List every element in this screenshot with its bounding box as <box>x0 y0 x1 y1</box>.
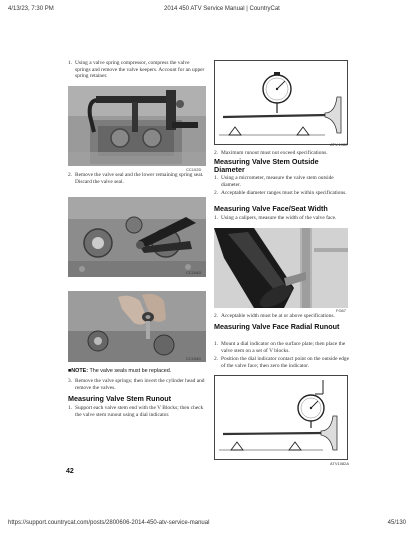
photo-caption: CC104D <box>186 270 202 275</box>
seat-step-1 <box>214 215 350 223</box>
step-text: Using a valve spring compressor, compress the valve springs and remove the valve keepers. Account for an upper spring retainer. <box>75 60 205 80</box>
print-datetime: 4/13/23, 7:30 PM <box>8 6 54 12</box>
step-1 <box>68 60 206 82</box>
seat-step-2 <box>214 313 350 321</box>
valve-face-radial-runout-diagram <box>214 375 348 460</box>
radial-step-2 <box>214 356 350 370</box>
step-number: 2. <box>214 190 219 196</box>
heading-valve-stem-od: Measuring Valve Stem Outside Diameter <box>214 157 319 175</box>
step-number: 1. <box>214 215 219 221</box>
step-number: 1. <box>68 60 73 66</box>
note-label: NOTE: <box>71 368 89 374</box>
step-text: Mount a dial indicator on the surface plate; then place the valve stem on a set of V blocks. <box>221 341 346 354</box>
print-title: 2014 450 ATV Service Manual | CountryCat <box>164 6 280 12</box>
runout-step-1 <box>68 405 206 419</box>
print-page-count: 45/130 <box>387 520 406 526</box>
step-number: 1. <box>214 175 219 181</box>
print-url[interactable]: https://support.countrycat.com/posts/2800606-2014-450-atv-service-manual <box>8 520 210 526</box>
step-text: Remove the valve springs; then invert the cylinder head and remove the valves. <box>75 378 205 391</box>
step-number: 2. <box>214 150 219 156</box>
photo-caption: CC1040 <box>186 356 201 361</box>
step-number: 2. <box>214 356 219 362</box>
valve-seal-removal-photo <box>68 197 206 277</box>
valve-seal-photo <box>68 291 206 362</box>
od-step-1 <box>214 175 350 189</box>
heading-valve-face-seat-width: Measuring Valve Face/Seat Width <box>214 204 328 213</box>
note <box>68 368 208 375</box>
photo-caption: CC102D <box>186 167 202 172</box>
step-text: Acceptable width must be at or above specifications. <box>221 313 335 319</box>
heading-valve-face-radial-runout: Measuring Valve Face Radial Runout <box>214 322 340 331</box>
valve-stem-runout-diagram <box>214 60 348 145</box>
heading-valve-stem-runout: Measuring Valve Stem Runout <box>68 394 172 403</box>
step-number: 2. <box>68 172 73 178</box>
diagram-caption: ATV1082A <box>330 461 350 466</box>
step-text: Acceptable diameter ranges must be within specifications. <box>221 190 347 196</box>
photo-caption: FG67 <box>336 308 347 313</box>
step-number: 1. <box>68 405 73 411</box>
step-text: Maximum runout must not exceed specifications. <box>221 150 328 156</box>
step-number: 2. <box>214 313 219 319</box>
step-text: Remove the valve seal and the lower remaining spring seat. Discard the valve seal. <box>75 172 204 185</box>
step-3 <box>68 378 206 392</box>
note-bullet: ■ <box>68 368 72 374</box>
od-step-2 <box>214 190 350 204</box>
step-number: 3. <box>68 378 73 384</box>
step-text: Position the dial indicator contact point on the outside edge of the valve face; then zero the indicator. <box>221 356 350 369</box>
page-number: 42 <box>66 468 74 475</box>
step-2 <box>68 172 206 186</box>
step-number: 1. <box>214 341 219 347</box>
note-text: The valve seals must be replaced. <box>89 368 172 374</box>
diagram-caption: ATV-1082 <box>330 142 348 147</box>
radial-step-1 <box>214 341 350 355</box>
step-text: Using a micrometer, measure the valve stem outside diameter. <box>221 175 334 188</box>
valve-spring-compressor-photo <box>68 86 206 166</box>
step-text: Support each valve stem end with the V Blocks; then check the valve stem runout using a dial indicator. <box>75 405 204 418</box>
step-text: Using a calipers, measure the width of the valve face. <box>221 215 337 221</box>
valve-face-calipers-photo <box>214 228 348 308</box>
